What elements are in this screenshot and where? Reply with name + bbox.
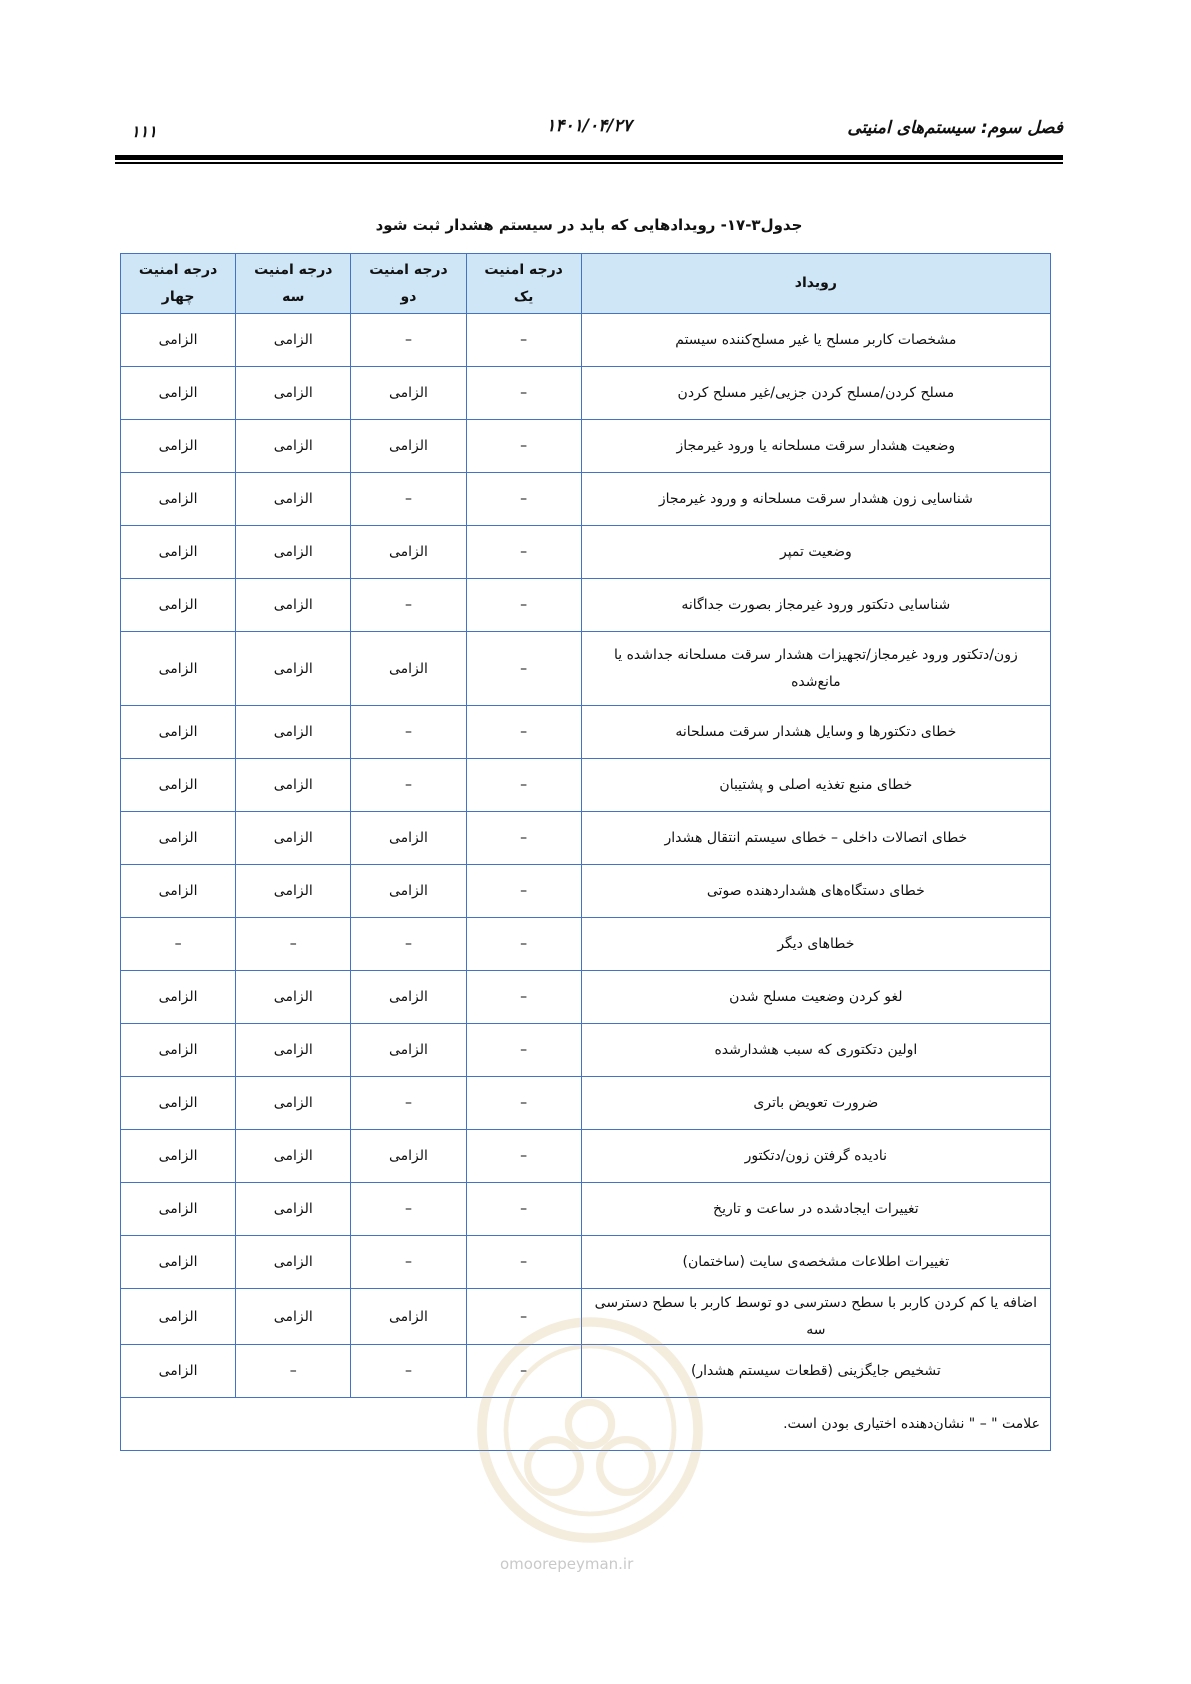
grade-2-cell: الزامی: [351, 1289, 466, 1345]
header-date: ۱۴۰۱/۰۴/۲۷: [546, 116, 632, 136]
grade-2-cell: –: [351, 1077, 466, 1130]
table-row: [121, 473, 1051, 526]
header-grade-2: درجه امنیت دو: [351, 254, 466, 314]
grade-4-cell: الزامی: [121, 1289, 236, 1345]
grade-3-cell: الزامی: [236, 1077, 351, 1130]
table-row: [121, 367, 1051, 420]
grade-4-cell: الزامی: [121, 1236, 236, 1289]
grade-1-cell: –: [466, 1024, 581, 1077]
event-cell: تشخیص جایگزینی (قطعات سیستم هشدار): [581, 1345, 1050, 1398]
event-cell: تغییرات ایجادشده در ساعت و تاریخ: [581, 1183, 1050, 1236]
grade-2-cell: الزامی: [351, 1024, 466, 1077]
table-row: [121, 706, 1051, 759]
grade-3-cell: الزامی: [236, 526, 351, 579]
grade-1-cell: –: [466, 473, 581, 526]
grade-4-cell: الزامی: [121, 1024, 236, 1077]
grade-4-cell: الزامی: [121, 632, 236, 706]
grade-2-cell: الزامی: [351, 812, 466, 865]
grade-2-cell: الزامی: [351, 865, 466, 918]
page-number: ۱۱۱: [131, 122, 157, 141]
grade-1-cell: –: [466, 526, 581, 579]
table-row: [121, 865, 1051, 918]
grade-4-cell: الزامی: [121, 759, 236, 812]
grade-3-cell: الزامی: [236, 314, 351, 367]
event-cell: زون/دتکتور ورود غیرمجاز/تجهیزات هشدار سرقت مسلحانه جداشده یا مانع‌شده: [581, 632, 1050, 706]
grade-3-cell: الزامی: [236, 420, 351, 473]
table-row: [121, 526, 1051, 579]
grade-4-cell: الزامی: [121, 1183, 236, 1236]
grade-1-cell: –: [466, 420, 581, 473]
event-cell: خطای اتصالات داخلی – خطای سیستم انتقال هشدار: [581, 812, 1050, 865]
grade-1-cell: –: [466, 918, 581, 971]
grade-2-cell: –: [351, 918, 466, 971]
grade-4-cell: الزامی: [121, 1345, 236, 1398]
table-row: [121, 971, 1051, 1024]
table-row: [121, 1345, 1051, 1398]
table-body: [121, 314, 1051, 1398]
grade-1-cell: –: [466, 314, 581, 367]
grade-2-cell: –: [351, 579, 466, 632]
table-row: [121, 1289, 1051, 1345]
event-cell: خطاهای دیگر: [581, 918, 1050, 971]
table-footnote: علامت " – " نشان‌دهنده اختیاری بودن است.: [121, 1398, 1051, 1451]
grade-1-cell: –: [466, 1130, 581, 1183]
grade-4-cell: الزامی: [121, 1130, 236, 1183]
grade-1-cell: –: [466, 812, 581, 865]
grade-2-cell: الزامی: [351, 1130, 466, 1183]
event-cell: شناسایی دتکتور ورود غیرمجاز بصورت جداگانه: [581, 579, 1050, 632]
grade-1-cell: –: [466, 865, 581, 918]
table-row: [121, 812, 1051, 865]
table-row: [121, 1077, 1051, 1130]
grade-1-cell: –: [466, 1289, 581, 1345]
grade-1-cell: –: [466, 1183, 581, 1236]
event-cell: تغییرات اطلاعات مشخصه‌ی سایت (ساختمان): [581, 1236, 1050, 1289]
event-cell: وضعیت تمپر: [581, 526, 1050, 579]
grade-3-cell: الزامی: [236, 473, 351, 526]
grade-3-cell: الزامی: [236, 759, 351, 812]
table-caption: جدول۳-۱۷- رویدادهایی که باید در سیستم هشدار ثبت شود: [375, 216, 803, 234]
table-row: [121, 1183, 1051, 1236]
page-header: [115, 112, 1063, 152]
grade-3-cell: الزامی: [236, 579, 351, 632]
grade-3-cell: الزامی: [236, 632, 351, 706]
grade-4-cell: الزامی: [121, 812, 236, 865]
grade-3-cell: الزامی: [236, 1236, 351, 1289]
grade-1-cell: –: [466, 367, 581, 420]
header-grade-1: درجه امنیت یک: [466, 254, 581, 314]
grade-2-cell: الزامی: [351, 420, 466, 473]
table-row: [121, 579, 1051, 632]
events-table: [120, 253, 1051, 1451]
grade-1-cell: –: [466, 759, 581, 812]
event-cell: خطای منبع تغذیه اصلی و پشتیبان: [581, 759, 1050, 812]
grade-2-cell: –: [351, 1345, 466, 1398]
grade-2-cell: الزامی: [351, 632, 466, 706]
grade-3-cell: الزامی: [236, 865, 351, 918]
grade-2-cell: –: [351, 1236, 466, 1289]
event-cell: مسلح کردن/مسلح کردن جزیی/غیر مسلح کردن: [581, 367, 1050, 420]
grade-4-cell: –: [121, 918, 236, 971]
grade-3-cell: الزامی: [236, 812, 351, 865]
table-row: [121, 1024, 1051, 1077]
grade-1-cell: –: [466, 579, 581, 632]
event-cell: خطای دتکتورها و وسایل هشدار سرقت مسلحانه: [581, 706, 1050, 759]
event-cell: خطای دستگاه‌های هشداردهنده صوتی: [581, 865, 1050, 918]
grade-4-cell: الزامی: [121, 1077, 236, 1130]
grade-2-cell: الزامی: [351, 526, 466, 579]
grade-3-cell: الزامی: [236, 367, 351, 420]
event-cell: لغو کردن وضعیت مسلح شدن: [581, 971, 1050, 1024]
grade-4-cell: الزامی: [121, 526, 236, 579]
grade-1-cell: –: [466, 1077, 581, 1130]
event-cell: شناسایی زون هشدار سرقت مسلحانه و ورود غیرمجاز: [581, 473, 1050, 526]
grade-4-cell: الزامی: [121, 314, 236, 367]
grade-4-cell: الزامی: [121, 865, 236, 918]
grade-1-cell: –: [466, 632, 581, 706]
grade-3-cell: الزامی: [236, 1289, 351, 1345]
grade-2-cell: الزامی: [351, 367, 466, 420]
grade-3-cell: الزامی: [236, 971, 351, 1024]
grade-4-cell: الزامی: [121, 706, 236, 759]
grade-3-cell: الزامی: [236, 1183, 351, 1236]
table-row: [121, 1236, 1051, 1289]
table-footnote-row: [121, 1398, 1051, 1451]
event-cell: وضعیت هشدار سرقت مسلحانه یا ورود غیرمجاز: [581, 420, 1050, 473]
event-cell: ضرورت تعویض باتری: [581, 1077, 1050, 1130]
grade-4-cell: الزامی: [121, 420, 236, 473]
table-row: [121, 314, 1051, 367]
table-row: [121, 1130, 1051, 1183]
grade-1-cell: –: [466, 1236, 581, 1289]
grade-1-cell: –: [466, 1345, 581, 1398]
grade-3-cell: الزامی: [236, 1130, 351, 1183]
watermark-text: omoorepeyman.ir: [500, 1555, 634, 1573]
grade-2-cell: الزامی: [351, 971, 466, 1024]
grade-4-cell: الزامی: [121, 579, 236, 632]
grade-1-cell: –: [466, 971, 581, 1024]
grade-3-cell: –: [236, 918, 351, 971]
grade-2-cell: –: [351, 473, 466, 526]
event-cell: مشخصات کاربر مسلح یا غیر مسلح‌کننده سیستم: [581, 314, 1050, 367]
table-row: [121, 632, 1051, 706]
grade-2-cell: –: [351, 1183, 466, 1236]
grade-2-cell: –: [351, 706, 466, 759]
grade-4-cell: الزامی: [121, 971, 236, 1024]
grade-2-cell: –: [351, 314, 466, 367]
table-header-row: [121, 254, 1051, 314]
table-row: [121, 918, 1051, 971]
chapter-title: فصل سوم: سیستم‌های امنیتی: [847, 118, 1063, 138]
grade-3-cell: –: [236, 1345, 351, 1398]
event-cell: نادیده گرفتن زون/دتکتور: [581, 1130, 1050, 1183]
grade-4-cell: الزامی: [121, 473, 236, 526]
header-rule-thick: [115, 155, 1063, 160]
header-rule-thin: [115, 162, 1063, 164]
header-grade-3: درجه امنیت سه: [236, 254, 351, 314]
table-row: [121, 759, 1051, 812]
event-cell: اضافه یا کم کردن کاربر با سطح دسترسی دو توسط کاربر با سطح دسترسی سه: [581, 1289, 1050, 1345]
grade-1-cell: –: [466, 706, 581, 759]
grade-3-cell: الزامی: [236, 1024, 351, 1077]
event-cell: اولین دتکتوری که سبب هشدارشده: [581, 1024, 1050, 1077]
grade-3-cell: الزامی: [236, 706, 351, 759]
header-event: رویداد: [581, 254, 1050, 314]
grade-2-cell: –: [351, 759, 466, 812]
grade-4-cell: الزامی: [121, 367, 236, 420]
header-grade-4: درجه امنیت چهار: [121, 254, 236, 314]
table-row: [121, 420, 1051, 473]
